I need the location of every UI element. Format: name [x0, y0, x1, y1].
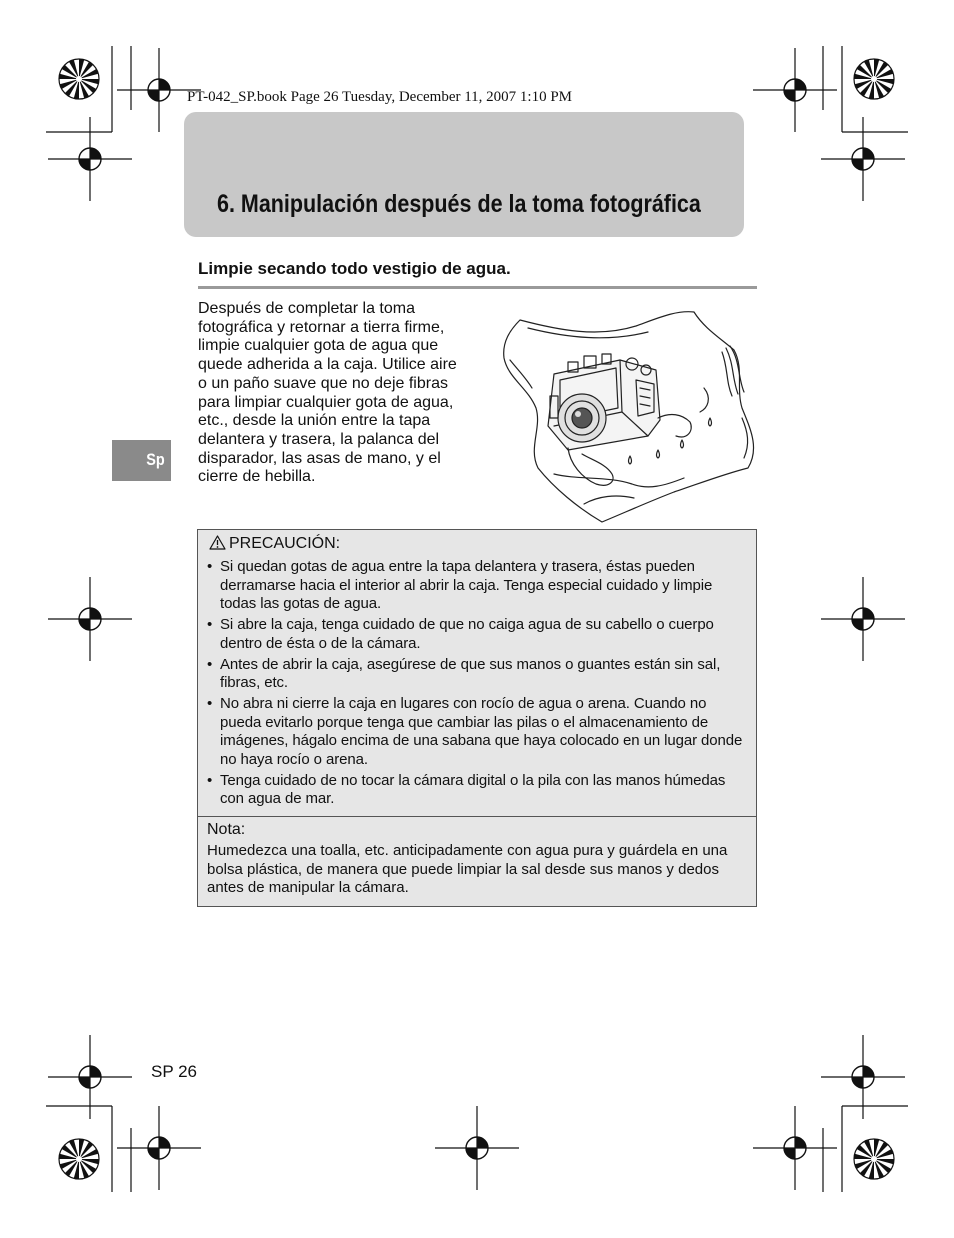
warning-triangle-icon — [209, 535, 226, 550]
registration-target — [821, 577, 905, 661]
body-line: cierre de hebilla. — [198, 468, 316, 486]
body-line: etc., desde la unión entre la tapa — [198, 412, 431, 430]
caution-box — [197, 529, 757, 907]
note-divider — [198, 816, 756, 817]
note-text: Humedezca una toalla, etc. anticipadamente con agua pura y guárdela en una bolsa plástica, de manera que puede limpiar la sal desde sus manos y dedos antes de manipular la cámara. — [207, 842, 728, 897]
body-line: quede adherida a la caja. Utilice aire — [198, 356, 457, 374]
caution-item: • No abra ni cierre la caja en lugares con rocío de agua o arena. Cuando no pueda evitarlo porque tenga que cambiar las pilas o el almacenamiento de imágenes, hágalo encima de una sabana que haya colocado en un lugar donde no haya rocío o arena. — [206, 695, 751, 769]
registration-target — [48, 117, 132, 201]
body-line: Después de completar la toma — [198, 300, 415, 317]
registration-target — [48, 577, 132, 661]
starburst-mark — [854, 1139, 894, 1179]
body-line: delantera y trasera, la palanca del — [198, 430, 440, 448]
registration-target — [753, 1106, 837, 1190]
body-line: disparador, las asas de mano, y el — [198, 449, 441, 467]
side-tab-label: Sp — [146, 450, 165, 469]
print-header: PT-042_SP.book Page 26 Tuesday, December 11, 2007 1:10 PM — [187, 89, 573, 105]
registration-target — [435, 1106, 519, 1190]
chapter-title: 6. Manipulación después de la toma fotográfica — [217, 190, 701, 218]
body-line: fotográfica y retornar a tierra firme, — [198, 318, 445, 336]
page-number: SP 26 — [151, 1062, 198, 1081]
note-label: Nota: — [207, 821, 246, 838]
registration-target — [117, 1106, 201, 1190]
section-heading: Limpie secando todo vestigio de agua. — [198, 259, 511, 278]
caution-heading: PRECAUCIÓN: — [229, 535, 341, 552]
body-line: limpie cualquier gota de agua que — [198, 337, 439, 355]
caution-item: • Si abre la caja, tenga cuidado de que no caiga agua de su cabello o cuerpo dentro de ésta o de la cámara. — [206, 616, 751, 653]
starburst-mark — [854, 59, 894, 99]
body-paragraph — [198, 300, 476, 487]
section-rule — [198, 286, 757, 289]
language-side-tab — [112, 440, 171, 481]
starburst-mark — [59, 59, 99, 99]
caution-heading-row — [209, 535, 340, 553]
caution-item: • Tenga cuidado de no tocar la cámara digital o la pila con las manos húmedas con agua de mar. — [206, 772, 751, 809]
caution-list — [206, 558, 751, 811]
registration-target — [821, 117, 905, 201]
registration-target — [753, 48, 837, 132]
body-line: para limpiar cualquier gota de agua, — [198, 393, 454, 411]
body-line: o un paño suave que no deje fibras — [198, 374, 448, 392]
caution-item: • Si quedan gotas de agua entre la tapa delantera y trasera, éstas pueden derramarse hacia el interior al abrir la caja. Tenga especial cuidado y limpie todas las gotas de agua. — [206, 558, 751, 614]
camera-in-cloth-illustration — [498, 308, 760, 524]
starburst-mark — [59, 1139, 99, 1179]
caution-item: • Antes de abrir la caja, asegúrese de que sus manos o guantes están sin sal, fibras, etc. — [206, 656, 751, 693]
